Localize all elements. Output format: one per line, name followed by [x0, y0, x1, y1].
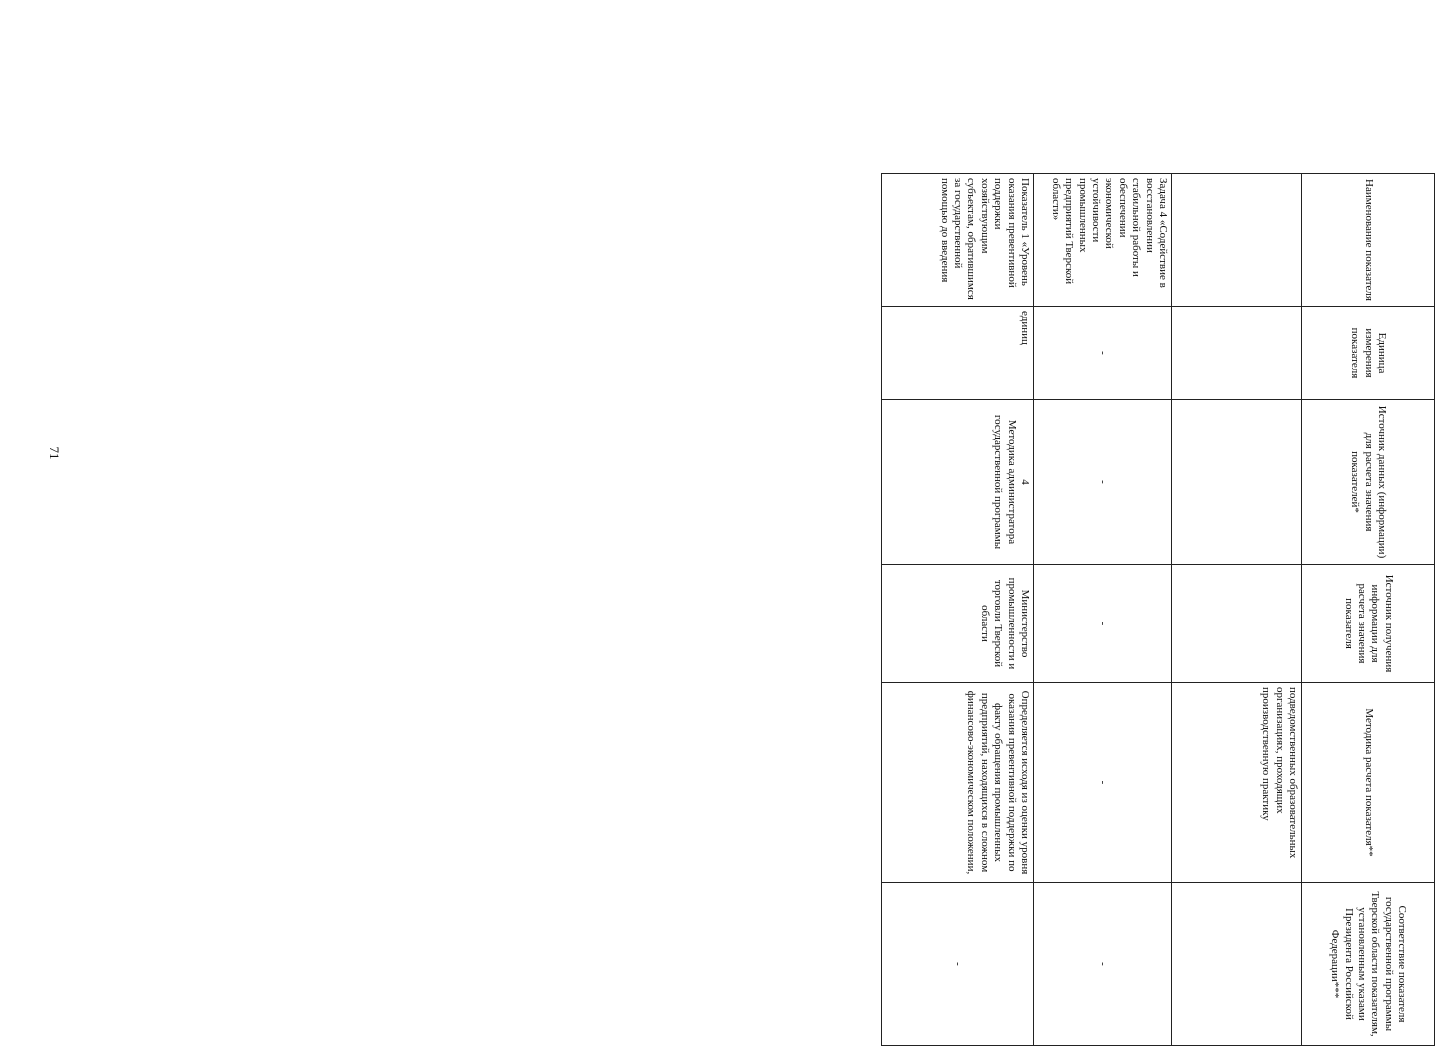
- table-row: [882, 174, 1034, 1046]
- cell-compliance: -: [882, 883, 1034, 1046]
- cell-method: -: [1034, 683, 1172, 883]
- cell-source: [1172, 400, 1302, 565]
- header-method: Методика расчета показателя**: [1302, 683, 1435, 883]
- header-compliance: Соответствие показателя государственной программы Тверской области показателям, установленным указами Президента Российской Федерации***: [1302, 883, 1435, 1046]
- cell-source-number: 4: [1019, 479, 1031, 485]
- cell-name: [1172, 174, 1302, 307]
- cell-method: подведомственных образовательных организациях, проходящих производственную практику: [1172, 683, 1302, 883]
- cell-name: Показатель 1 «Уровень оказания превентивной поддержки хозяйствующим субъектам, обратившимся за государственной помощью до введения: [882, 174, 1034, 307]
- table-header-row: [1302, 174, 1435, 1046]
- indicators-table: [881, 173, 1435, 1046]
- cell-source: [882, 400, 1034, 565]
- cell-origin: Министерство промышленности и торговли Тверской области: [882, 565, 1034, 683]
- table-row: [1034, 174, 1172, 1046]
- cell-origin: [1172, 565, 1302, 683]
- cell-unit: единиц: [882, 307, 1034, 400]
- cell-origin: -: [1034, 565, 1172, 683]
- cell-compliance: -: [1034, 883, 1172, 1046]
- rotated-page: [72, 0, 1409, 1037]
- header-data-source: Источник данных (информации) для расчета значения показателей*: [1302, 400, 1435, 565]
- cell-unit: -: [1034, 307, 1172, 400]
- cell-method: Определяется исходя из оценки уровня оказания превентивной поддержки по факту обращения промышленных предприятий, находящихся в сложном финансово-экономическом положении,: [882, 683, 1034, 883]
- cell-source-text: Методика администратора государственной программы: [992, 414, 1018, 550]
- header-indicator-name: Наименование показателя: [1302, 174, 1435, 307]
- cell-name: Задача 4 «Содействие в восстановлении стабильной работы и обеспечении экономической устойчивости промышленных предприятий Тверской области»: [1034, 174, 1172, 307]
- cell-compliance: [1172, 883, 1302, 1046]
- header-info-origin: Источник получения информации для расчета значения показателя: [1302, 565, 1435, 683]
- cell-source: -: [1034, 400, 1172, 565]
- table-row: [1172, 174, 1302, 1046]
- landscape-content: [512, 155, 1417, 1037]
- cell-unit: [1172, 307, 1302, 400]
- header-unit: Единица измерения показателя: [1302, 307, 1435, 400]
- page-number: 71: [47, 446, 62, 460]
